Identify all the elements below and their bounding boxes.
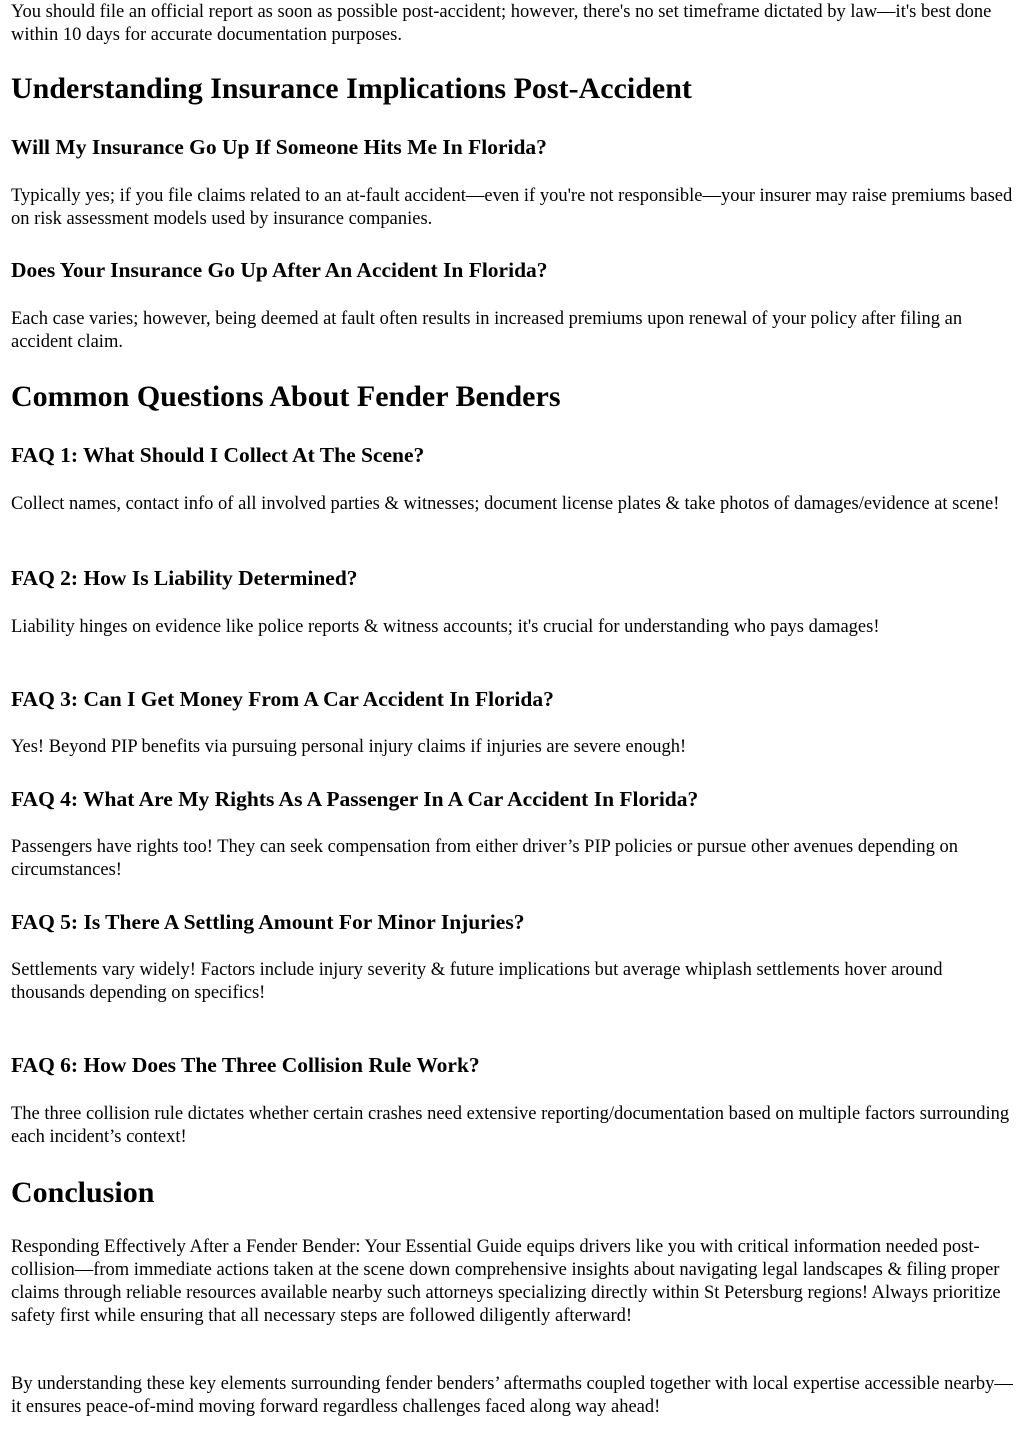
section-heading-insurance: Understanding Insurance Implications Post-Accident — [11, 72, 692, 105]
faq-answer-2: Liability hinges on evidence like police reports & witness accounts; it's crucial for understanding who pays damages! — [11, 617, 880, 637]
faq-heading-6: FAQ 6: How Does The Three Collision Rule Work? — [11, 1053, 480, 1077]
question-heading-insurance-1: Will My Insurance Go Up If Someone Hits Me In Florida? — [11, 135, 547, 159]
faq-answer-3: Yes! Beyond PIP benefits via pursuing personal injury claims if injuries are severe enough! — [11, 737, 687, 757]
faq-answer-5: Settlements vary widely! Factors include injury severity & future implications but average whiplash settlements hover around thousands depending on specifics! — [11, 960, 943, 1003]
faq-heading-4: FAQ 4: What Are My Rights As A Passenger In A Car Accident In Florida? — [11, 787, 699, 811]
section-heading-conclusion: Conclusion — [11, 1176, 155, 1209]
conclusion-paragraph-2: By understanding these key elements surrounding fender benders’ aftermaths coupled together with local expertise accessible nearby—it ensures peace-of-mind moving forward regardless challenges faced along way ahead! — [11, 1374, 1013, 1417]
faq-answer-6: The three collision rule dictates whether certain crashes need extensive reporting/documentation based on multiple factors surrounding each incident’s context! — [11, 1104, 1010, 1147]
faq-heading-5: FAQ 5: Is There A Settling Amount For Minor Injuries? — [11, 910, 525, 934]
faq-answer-1: Collect names, contact info of all involved parties & witnesses; document license plates & take photos of damages/evidence at scene! — [11, 494, 1000, 514]
faq-heading-2: FAQ 2: How Is Liability Determined? — [11, 566, 358, 590]
faq-heading-3: FAQ 3: Can I Get Money From A Car Accident In Florida? — [11, 687, 554, 711]
conclusion-paragraph-1: Responding Effectively After a Fender Bender: Your Essential Guide equips drivers like you with critical information needed post-collision—from immediate actions taken at the scene down comprehensive insights about navigating legal landscapes & filing proper claims through reliable resources available nearby such attorneys specializing directly within St Petersburg regions! Always prioritize safety first while ensuring that all necessary steps are followed diligently afterward! — [11, 1237, 1001, 1326]
answer-paragraph-insurance-2: Each case varies; however, being deemed at fault often results in increased premiums upon renewal of your policy after filing an accident claim. — [11, 309, 963, 352]
intro-paragraph: You should file an official report as soon as possible post-accident; however, there's no set timeframe dictated by law—it's best done within 10 days for accurate documentation purposes. — [11, 2, 992, 45]
answer-paragraph-insurance-1: Typically yes; if you file claims related to an at-fault accident—even if you're not responsible—your insurer may raise premiums based on risk assessment models used by insurance companies. — [11, 186, 1013, 229]
question-heading-insurance-2: Does Your Insurance Go Up After An Accident In Florida? — [11, 258, 548, 282]
section-heading-faq: Common Questions About Fender Benders — [11, 380, 561, 413]
faq-heading-1: FAQ 1: What Should I Collect At The Scene? — [11, 443, 425, 467]
faq-answer-4: Passengers have rights too! They can seek compensation from either driver’s PIP policies or pursue other avenues depending on circumstances! — [11, 837, 959, 880]
